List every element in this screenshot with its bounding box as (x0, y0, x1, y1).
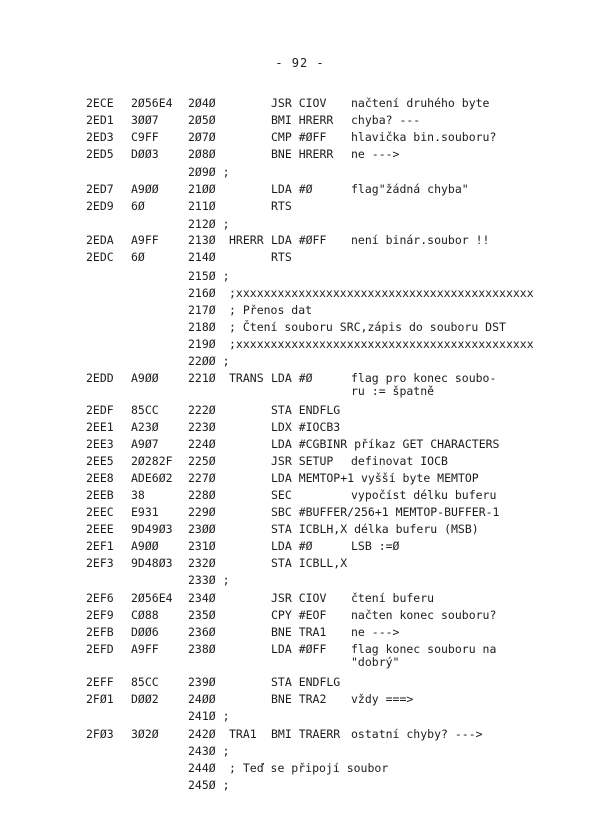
line-address: 2EDF (86, 403, 114, 417)
listing-line (0, 708, 600, 724)
line-number: 221Ø (188, 371, 216, 385)
line-instruction: BNE TRA1 (271, 625, 327, 639)
listing-line (0, 504, 600, 520)
line-comment: chyba? --- (351, 113, 421, 127)
line-number: 217Ø (188, 303, 216, 317)
line-number: 24ØØ (188, 692, 216, 706)
line-comment-block: ; Teď se připojí soubor (229, 761, 389, 775)
line-machine-code: 6Ø (131, 250, 145, 264)
line-comment: vždy ===> (351, 692, 414, 706)
listing-line (0, 555, 600, 571)
line-number: 2Ø9Ø ; (188, 165, 230, 179)
listing-line (0, 285, 600, 301)
line-instruction: CMP #ØFF (271, 130, 327, 144)
listing-line (0, 674, 600, 690)
line-instruction: BNE HRERR (271, 147, 334, 161)
listing-line (0, 470, 600, 486)
line-comment-continuation: "dobrý" (351, 655, 400, 669)
line-instruction: STA ENDFLG (271, 675, 341, 689)
line-comment: vypočíst délku buferu (351, 488, 497, 502)
line-instruction: BMI HRERR (271, 113, 334, 127)
line-number: 219Ø (188, 337, 216, 351)
line-comment: načtení druhého byte (351, 96, 490, 110)
listing-line (0, 353, 600, 369)
line-instruction: LDA #Ø (271, 539, 313, 553)
line-address: 2EEC (86, 505, 114, 519)
line-machine-code: ADE6Ø2 (131, 471, 173, 485)
listing-line (0, 198, 600, 214)
line-machine-code: C9FF (131, 130, 159, 144)
line-address: 2EF1 (86, 539, 114, 553)
line-address: 2EF6 (86, 591, 114, 605)
listing-line (0, 268, 600, 284)
line-comment: ne ---> (351, 625, 400, 639)
line-label: HRERR (229, 233, 264, 247)
line-instruction: LDA #CGBINR příkaz GET CHARACTERS (271, 437, 500, 451)
line-number: 22ØØ ; (188, 354, 230, 368)
line-comment: flag konec souboru na (351, 642, 497, 656)
line-comment: načten konec souboru? (351, 608, 497, 622)
listing-line (0, 95, 600, 111)
line-machine-code: CØ88 (131, 608, 159, 622)
line-number: 241Ø ; (188, 709, 230, 723)
line-number: 225Ø (188, 454, 216, 468)
line-number: 2Ø7Ø (188, 130, 216, 144)
line-instruction: SBC #BUFFER/256+1 MEMTOP-BUFFER-1 (271, 505, 500, 519)
line-address: 2EE5 (86, 454, 114, 468)
listing-line (0, 370, 600, 386)
line-machine-code: 3Ø2Ø (131, 727, 159, 741)
listing-line (0, 760, 600, 776)
line-machine-code: 3ØØ7 (131, 113, 159, 127)
line-instruction: JSR CIOV (271, 96, 327, 110)
line-instruction: LDA #ØFF (271, 233, 327, 247)
line-number: 223Ø (188, 420, 216, 434)
listing-line (0, 249, 600, 265)
line-address: 2EDD (86, 371, 114, 385)
line-number: 212Ø ; (188, 217, 230, 231)
line-comment: flag pro konec soubo- (351, 371, 497, 385)
line-number: 235Ø (188, 608, 216, 622)
listing-line (0, 641, 600, 657)
line-comment-block: ; Čtení souboru SRC,zápis do souboru DST (229, 320, 506, 334)
line-number: 2Ø8Ø (188, 147, 216, 161)
listing-line (0, 487, 600, 503)
line-number: 222Ø (188, 403, 216, 417)
line-instruction: LDX #IOCB3 (271, 420, 341, 434)
line-number: 218Ø (188, 320, 216, 334)
line-instruction: JSR SETUP (271, 454, 334, 468)
line-machine-code: E931 (131, 505, 159, 519)
line-number: 21ØØ (188, 182, 216, 196)
line-number: 216Ø (188, 286, 216, 300)
line-number: 224Ø (188, 437, 216, 451)
line-machine-code: A9FF (131, 642, 159, 656)
line-address: 2EFB (86, 625, 114, 639)
listing-line (0, 419, 600, 435)
line-address: 2ED9 (86, 199, 114, 213)
line-instruction: LDA #Ø (271, 182, 313, 196)
line-instruction: CPY #EOF (271, 608, 327, 622)
line-number: 227Ø (188, 471, 216, 485)
line-address: 2EE1 (86, 420, 114, 434)
line-comment: není binár.soubor !! (351, 233, 490, 247)
line-machine-code: A9ØØ (131, 182, 159, 196)
line-instruction: LDA #Ø (271, 371, 313, 385)
line-address: 2EF9 (86, 608, 114, 622)
line-machine-code: A9ØØ (131, 371, 159, 385)
listing-line (0, 436, 600, 452)
listing-line (0, 146, 600, 162)
listing-line (0, 607, 600, 623)
line-instruction: LDA MEMTOP+1 vyšší byte MEMTOP (271, 471, 479, 485)
listing-line (0, 453, 600, 469)
line-address: 2EFF (86, 675, 114, 689)
line-comment: flag"žádná chyba" (351, 182, 469, 196)
line-number: 242Ø (188, 727, 216, 741)
line-number: 231Ø (188, 539, 216, 553)
line-instruction: JSR CIOV (271, 591, 327, 605)
line-machine-code: 85CC (131, 675, 159, 689)
line-instruction: STA ICBLH,X délka buferu (MSB) (271, 522, 479, 536)
line-number: 236Ø (188, 625, 216, 639)
line-machine-code: 6Ø (131, 199, 145, 213)
line-label: TRA1 (229, 727, 257, 741)
line-machine-code: A9ØØ (131, 539, 159, 553)
listing-line (0, 129, 600, 145)
listing-line (0, 181, 600, 197)
line-address: 2ED1 (86, 113, 114, 127)
line-machine-code: 9D48Ø3 (131, 556, 173, 570)
listing-line (0, 302, 600, 318)
line-machine-code: 2Ø56E4 (131, 591, 173, 605)
listing-line (0, 691, 600, 707)
line-address: 2ED3 (86, 130, 114, 144)
listing-line (0, 336, 600, 352)
line-comment: definovat IOCB (351, 454, 448, 468)
line-instruction: RTS (271, 250, 292, 264)
line-number: 23ØØ (188, 522, 216, 536)
line-number: 238Ø (188, 642, 216, 656)
line-address: 2ED7 (86, 182, 114, 196)
line-number: 229Ø (188, 505, 216, 519)
line-number: 211Ø (188, 199, 216, 213)
line-machine-code: DØØ2 (131, 692, 159, 706)
line-instruction: LDA #ØFF (271, 642, 327, 656)
line-number: 243Ø ; (188, 744, 230, 758)
listing-line (0, 232, 600, 248)
listing-line (0, 590, 600, 606)
line-number: 2Ø4Ø (188, 96, 216, 110)
line-number: 213Ø (188, 233, 216, 247)
line-instruction: RTS (271, 199, 292, 213)
listing-line (0, 164, 600, 180)
line-number: 215Ø ; (188, 269, 230, 283)
line-address: 2FØ3 (86, 727, 114, 741)
listing-line (0, 572, 600, 588)
line-number: 228Ø (188, 488, 216, 502)
listing-line (0, 743, 600, 759)
line-number: 234Ø (188, 591, 216, 605)
line-comment: hlavička bin.souboru? (351, 130, 497, 144)
line-address: 2EDC (86, 250, 114, 264)
line-machine-code: 2Ø56E4 (131, 96, 173, 110)
line-number: 244Ø (188, 761, 216, 775)
line-instruction: STA ICBLL,X (271, 556, 348, 570)
line-machine-code: 38 (131, 488, 145, 502)
line-comment-block: ; Přenos dat (229, 303, 313, 317)
line-address: 2EE8 (86, 471, 114, 485)
line-address: 2EDA (86, 233, 114, 247)
line-comment: LSB :=Ø (351, 539, 400, 553)
line-machine-code: A9FF (131, 233, 159, 247)
line-instruction: BMI TRAERR (271, 727, 341, 741)
listing-line (0, 624, 600, 640)
line-number: 233Ø ; (188, 573, 230, 587)
line-number: 245Ø ; (188, 778, 230, 792)
line-comment-continuation: ru := špatně (351, 384, 435, 398)
line-address: 2EF3 (86, 556, 114, 570)
line-number: 232Ø (188, 556, 216, 570)
line-number: 2Ø5Ø (188, 113, 216, 127)
line-number: 214Ø (188, 250, 216, 264)
line-address: 2EEE (86, 522, 114, 536)
listing-line (0, 402, 600, 418)
line-address: 2EEB (86, 488, 114, 502)
listing-line (0, 777, 600, 793)
line-address: 2FØ1 (86, 692, 114, 706)
listing-line (0, 319, 600, 335)
line-machine-code: A23Ø (131, 420, 159, 434)
line-instruction: STA ENDFLG (271, 403, 341, 417)
line-comment: ostatní chyby? ---> (351, 727, 483, 741)
line-address: 2ED5 (86, 147, 114, 161)
listing-line (0, 521, 600, 537)
line-machine-code: DØØ3 (131, 147, 159, 161)
line-machine-code: DØØ6 (131, 625, 159, 639)
listing-line (0, 538, 600, 554)
listing-line (0, 216, 600, 232)
line-machine-code: 85CC (131, 403, 159, 417)
line-address: 2ECE (86, 96, 114, 110)
line-instruction: BNE TRA2 (271, 692, 327, 706)
line-machine-code: A9Ø7 (131, 437, 159, 451)
line-comment: čtení buferu (351, 591, 435, 605)
line-label: TRANS (229, 371, 264, 385)
listing-line (0, 726, 600, 742)
line-comment-block: ;xxxxxxxxxxxxxxxxxxxxxxxxxxxxxxxxxxxxxxxxxxx (229, 286, 534, 300)
line-number: 239Ø (188, 675, 216, 689)
line-comment: ne ---> (351, 147, 400, 161)
line-machine-code: 9D49Ø3 (131, 522, 173, 536)
line-address: 2EFD (86, 642, 114, 656)
line-instruction: SEC (271, 488, 292, 502)
line-address: 2EE3 (86, 437, 114, 451)
page-number: - 92 - (275, 56, 325, 70)
line-comment-block: ;xxxxxxxxxxxxxxxxxxxxxxxxxxxxxxxxxxxxxxxxxxx (229, 337, 534, 351)
line-machine-code: 2Ø282F (131, 454, 173, 468)
listing-line (0, 112, 600, 128)
